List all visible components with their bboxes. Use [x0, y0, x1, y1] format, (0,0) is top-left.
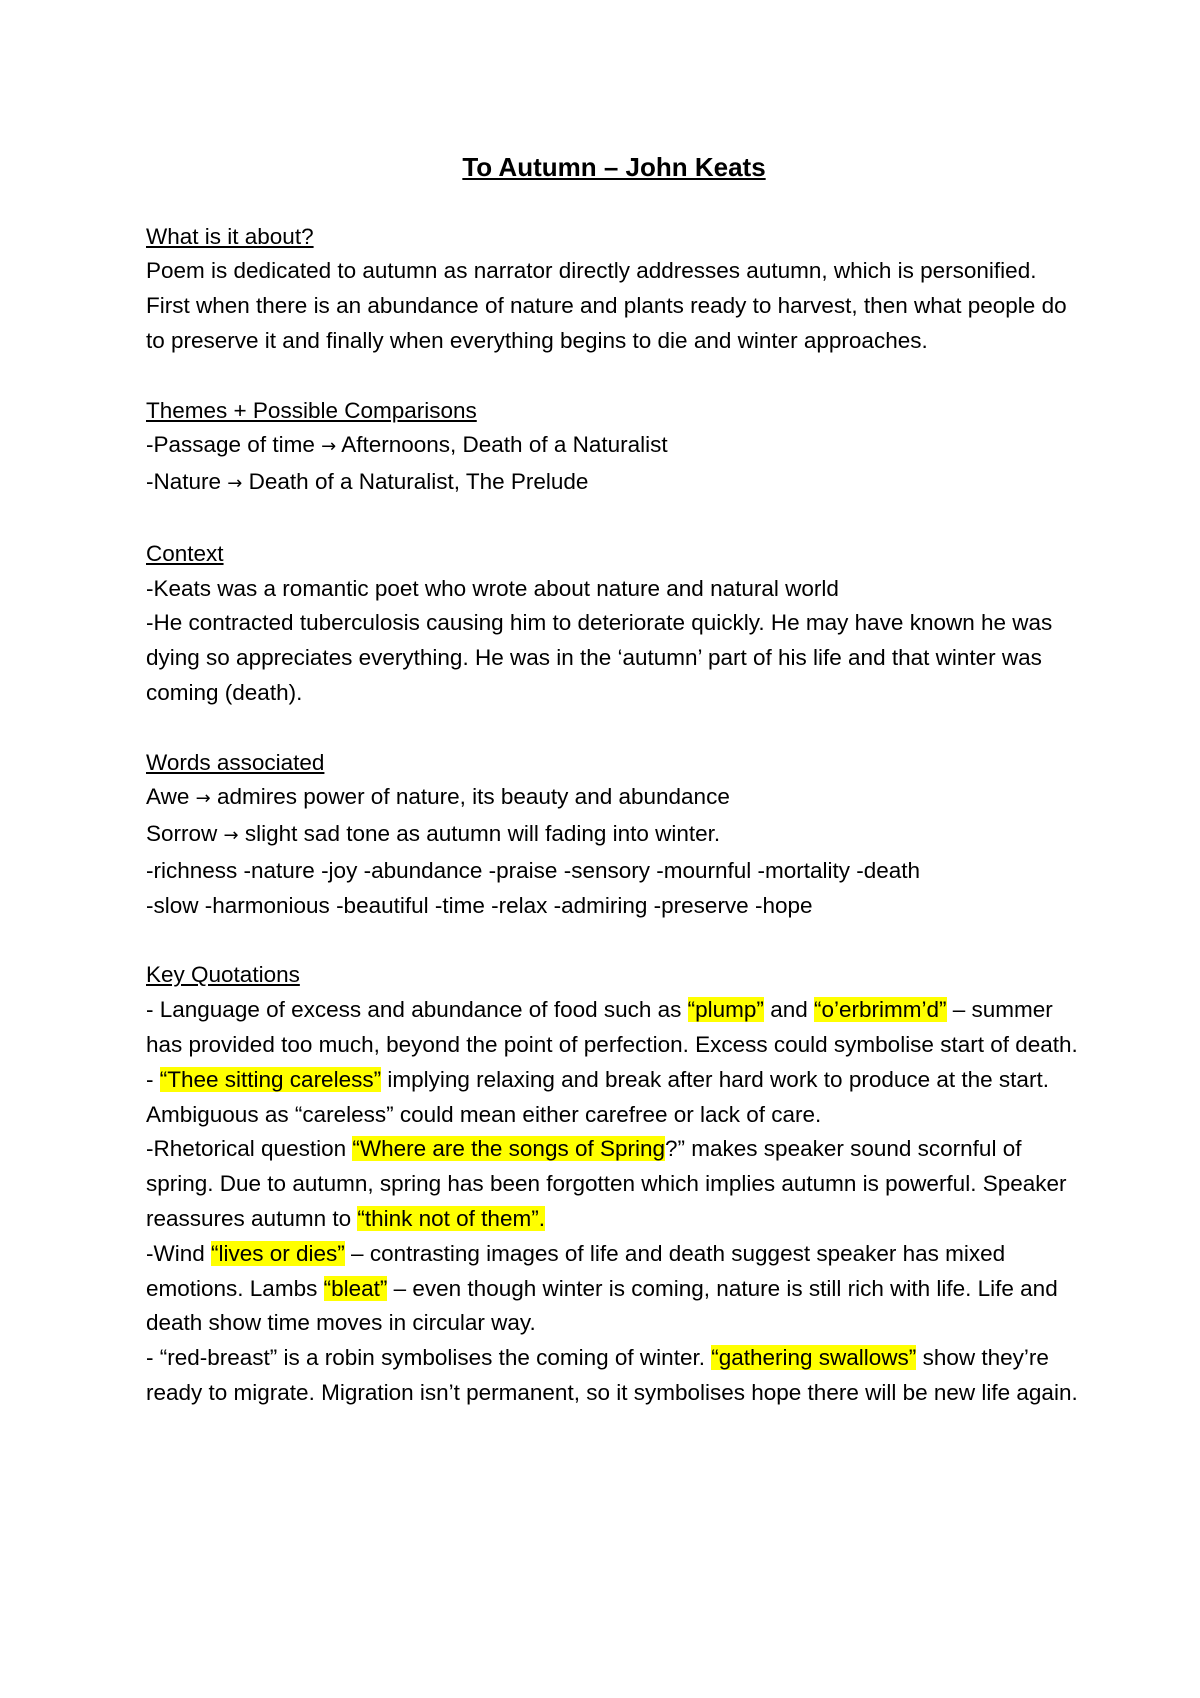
highlighted-quote: “lives or dies”	[211, 1240, 345, 1266]
quote-text: and	[763, 997, 814, 1023]
quote-text: - “red-breast” is a robin symbolises the coming of winter.	[146, 1345, 712, 1371]
quote-text: -	[146, 1066, 160, 1092]
quotation-5	[146, 1341, 1080, 1411]
highlighted-quote: “Where are the songs of Spring	[352, 1136, 666, 1162]
theme-label: -Passage of time	[146, 432, 315, 458]
quotes-heading: Key Quotations	[146, 962, 300, 988]
quote-text: – contrasting images of life and death suggest speaker has mixed emotions. Lambs	[146, 1240, 1006, 1301]
about-text: Poem is dedicated to autumn as narrator directly addresses autumn, which is personified. First when there is an abundance of nature and plants ready to harvest, then what people do to preserve it and finally when everything begins to die and winter approaches.	[146, 258, 1067, 353]
context-paragraph-1: -Keats was a romantic poet who wrote about nature and natural world	[146, 575, 839, 601]
quotation-4	[146, 1237, 1080, 1341]
quotation-2	[146, 1063, 1080, 1133]
word-list-1: -richness -nature -joy -abundance -praise -sensory -mournful -mortality -death	[146, 857, 921, 883]
theme-comparison: Afternoons, Death of a Naturalist	[341, 432, 668, 458]
highlighted-quote: “plump”	[687, 997, 764, 1023]
quote-text: show they’re ready to migrate. Migration isn’t permanent, so it symbolises hope there will be new life again.	[146, 1345, 1078, 1405]
quote-text: - Language of excess and abundance of food such as	[146, 997, 688, 1023]
quotation-1	[146, 993, 1080, 1063]
context-heading: Context	[146, 540, 224, 566]
theme-item-passage-of-time	[146, 428, 1080, 465]
theme-item-nature	[146, 465, 1080, 502]
word-label: Sorrow	[146, 821, 218, 847]
highlighted-quote: “bleat”	[323, 1275, 388, 1301]
document-title: To Autumn – John Keats	[462, 152, 766, 182]
context-paragraph-2: -He contracted tuberculosis causing him to deteriorate quickly. He may have known he was dying so appreciates everything. He was in the ‘autumn’ part of his life and that winter was coming (death).	[146, 610, 1053, 705]
quote-text: – even though winter is coming, nature is still rich with life. Life and death show time moves in circular way.	[146, 1275, 1058, 1336]
quote-text: ?” makes speaker sound scornful of spring. Due to autumn, spring has been forgotten which implies autumn is powerful. Speaker reassures autumn to	[146, 1136, 1067, 1231]
highlighted-quote: “Thee sitting careless”	[159, 1066, 382, 1092]
arrow-right-icon: →	[321, 436, 337, 458]
arrow-right-icon: →	[227, 473, 243, 495]
theme-comparison: Death of a Naturalist, The Prelude	[248, 469, 589, 495]
word-description: admires power of nature, its beauty and abundance	[217, 784, 730, 810]
quote-text: – summer has provided too much, beyond the point of perfection. Excess could symbolise start of death.	[146, 997, 1078, 1057]
quotation-3	[146, 1132, 1080, 1236]
about-heading: What is it about?	[146, 223, 314, 249]
word-sorrow	[146, 817, 1080, 854]
quote-text: implying relaxing and break after hard work to produce at the start. Ambiguous as “careless” could mean either carefree or lack of care.	[146, 1066, 1049, 1127]
arrow-right-icon: →	[195, 788, 211, 810]
arrow-right-icon: →	[223, 825, 239, 847]
words-heading: Words associated	[146, 749, 325, 775]
quote-text: -Wind	[146, 1240, 212, 1266]
word-list-2: -slow -harmonious -beautiful -time -relax -admiring -preserve -hope	[146, 892, 813, 918]
themes-heading: Themes + Possible Comparisons	[146, 397, 477, 423]
highlighted-quote: “o’erbrimm’d”	[813, 997, 947, 1023]
word-description: slight sad tone as autumn will fading into winter.	[244, 821, 721, 847]
word-label: Awe	[146, 784, 190, 810]
quote-text: -Rhetorical question	[146, 1136, 353, 1162]
word-awe	[146, 780, 1080, 817]
theme-label: -Nature	[146, 469, 222, 495]
highlighted-quote: “think not of them”.	[357, 1205, 545, 1231]
highlighted-quote: “gathering swallows”	[711, 1345, 917, 1371]
